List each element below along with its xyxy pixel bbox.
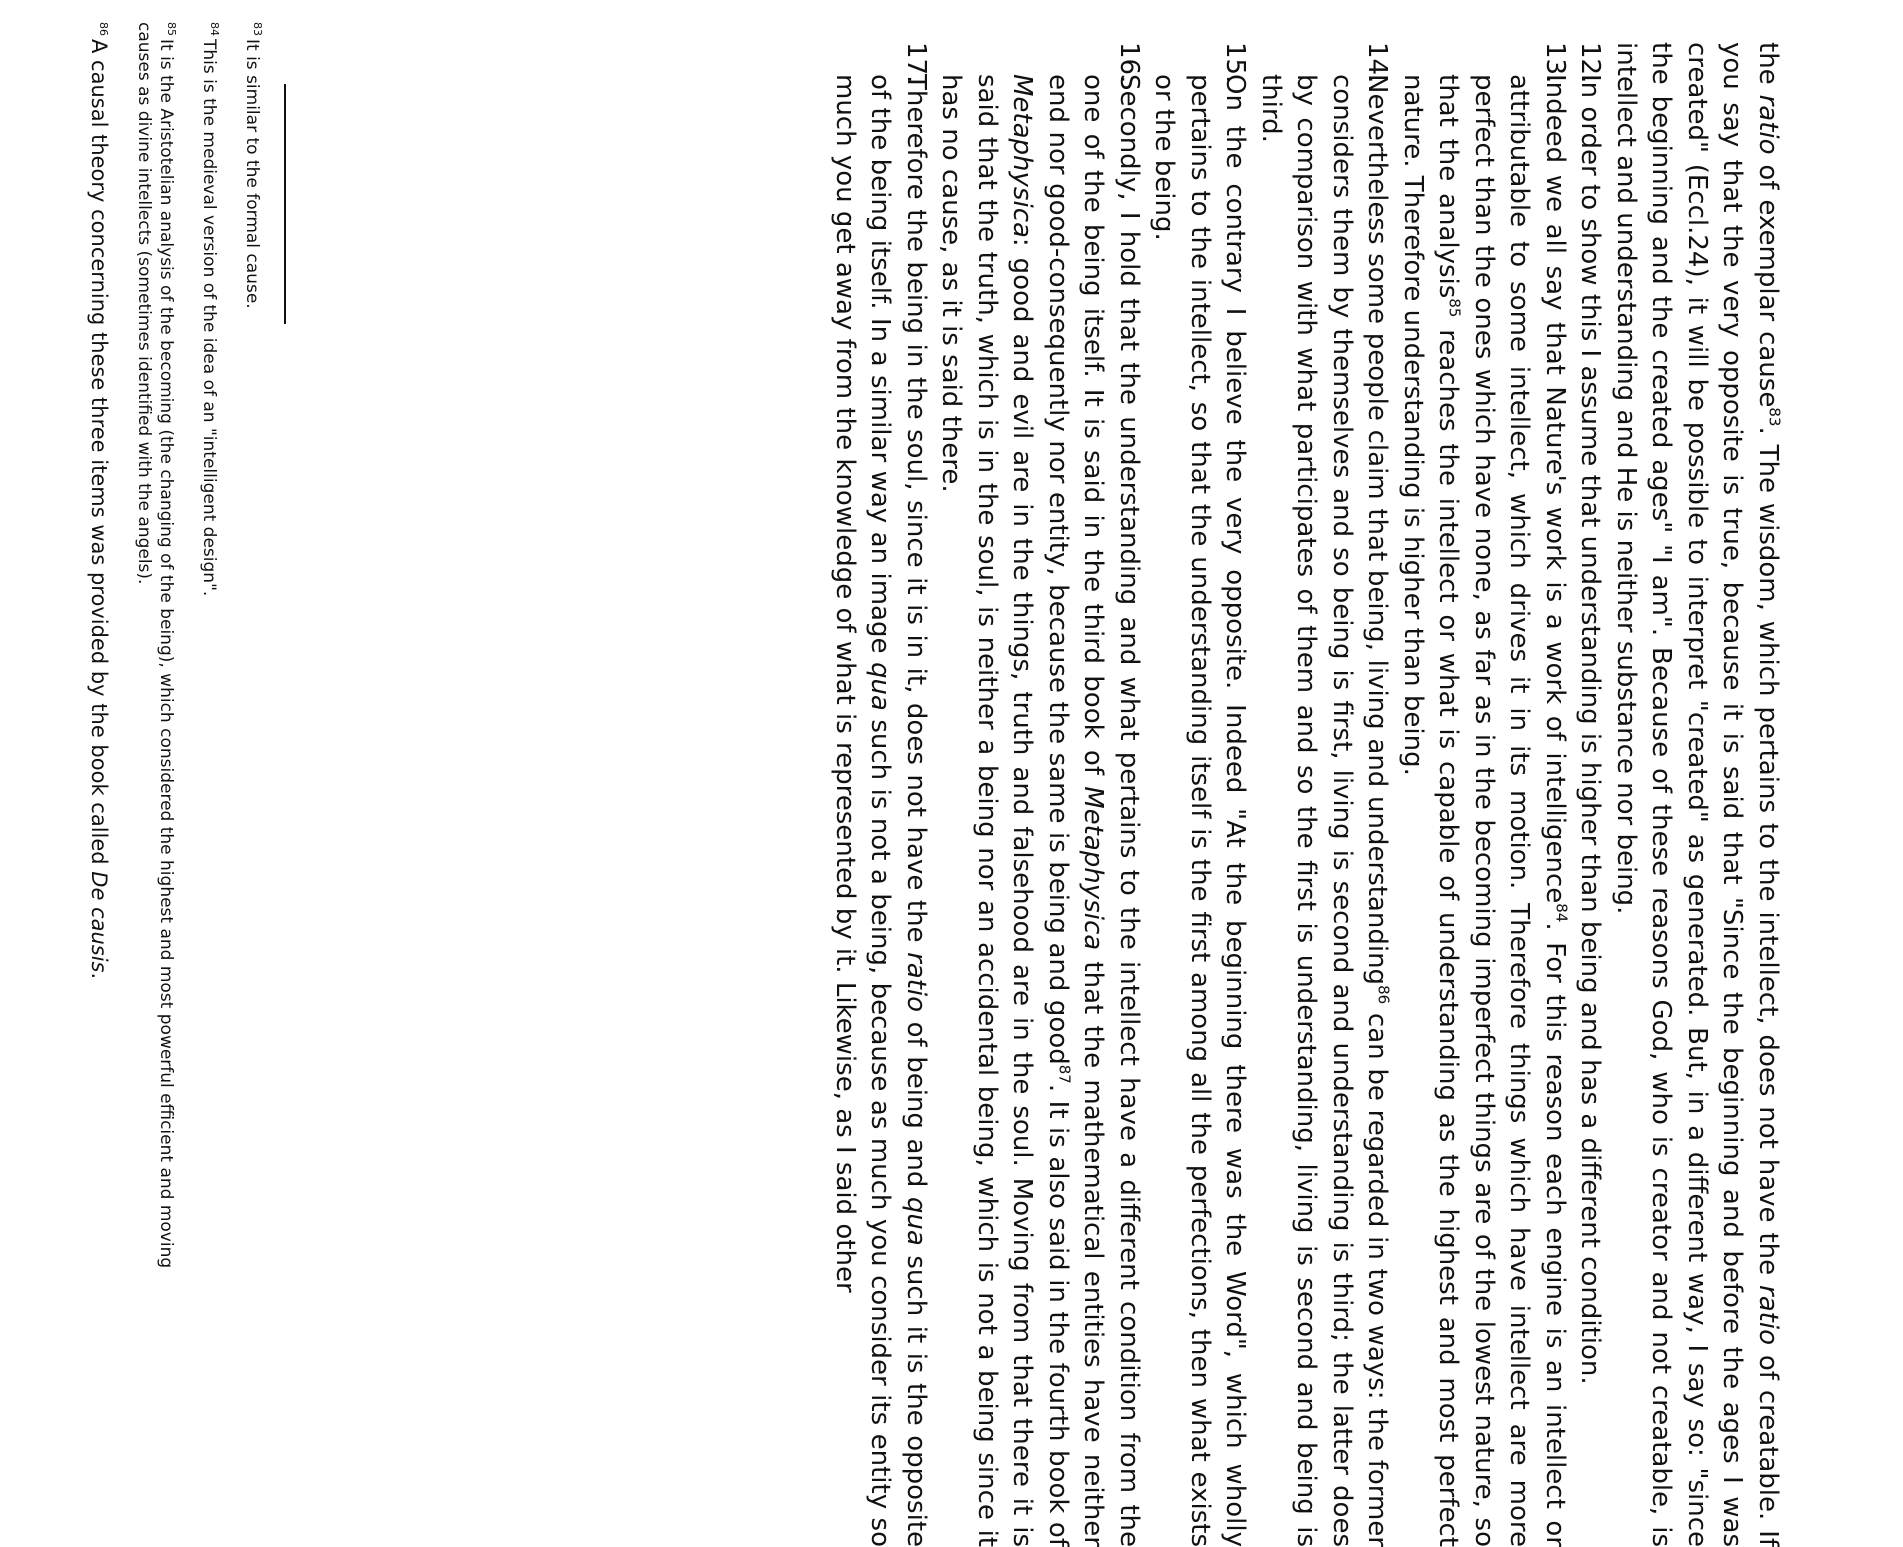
paragraph-12: 12.In order to show this I assume that understanding is higher than being and has a different condition.: [1572, 42, 1608, 1547]
paragraph-continuation: the ratio of exemplar cause$^{83}$. The wisdom, which pertains to the intellect, does not have the ratio of creatable. If you say that the very opposite is true, because it is said that "Since the beginning and before the ages I was created" (Eccl.24), it will be possible to interpret "created" as generated. But, in a different way, I say so: "since the beginning and the created ages" "I am". Because of these reasons God, who is creator and not creatable, is intellect and understanding and He is neither substance nor being.: [1611, 42, 1784, 1547]
body-text: [827, 42, 1786, 1547]
paragraph-13: 13.Indeed we all say that Nature's work is a work of intelligence$^{84}$. For this reason each engine is an intellect or attributable to some intellect, which drives it in its motion. Therefore things which have intellect are more perfect than the ones which have none, as far as in the becoming imperfect things are of the lowest nature, so that the analysis$^{85}$ reaches the intellect or what is capable of understanding as the highest and most perfect nature. Therefore understanding is higher than being.: [1398, 42, 1571, 1547]
footnote-85: $^{85}$It is the Aristotelian analysis of the becoming (the changing of the being), which considered the highest and most powerful efficient and moving causes as divine intellects (sometimes identified with the angels).: [134, 22, 178, 1269]
paragraph-14: 14.Nevertheless some people claim that being, living and understanding$^{86}$ can be regarded in two ways: the former considers them by themselves and so being is first, living is second and understanding is third; the latter does by comparison with what participates of them and so the first is understanding, living is second and being is third.: [1256, 42, 1394, 1547]
footnote-84: $^{84}$This is the medieval version of the idea of an "intelligent design".: [199, 22, 221, 597]
paragraph-number: 13.: [1540, 42, 1570, 84]
paragraph-number: 14.: [1362, 42, 1393, 84]
footnote-ref-83[interactable]: 83: [1765, 407, 1784, 427]
footnote-ref-84[interactable]: 84: [1552, 903, 1571, 923]
footnote-ref-87[interactable]: 87: [1055, 1064, 1074, 1084]
paragraph-16: 16.Secondly, I hold that the understanding and what pertains to the intellect have a different condition from the one of the being itself. It is said in the third book of Metaphysica that the mathematical entities have neither end nor good-consequently nor entity, because the same is being and good$^{87}$. It is also said in the fourth book of Metaphysica: good and evil are in the things, truth and falsehood are in the soul. Moving from that there it is said that the truth, which is in the soul, is neither a being nor an accidental being, which is not a being since it has no cause, as it is said there.: [936, 42, 1144, 1547]
footnote-divider: [284, 84, 286, 324]
footnote-ref-85[interactable]: 85: [1446, 298, 1465, 318]
paragraph-number: 17.: [901, 42, 931, 84]
paragraph-number: 12.: [1575, 42, 1606, 84]
paragraph-15: 15.On the contrary I believe the very opposite. Indeed "At the beginning there was the Word", which wholly pertains to the intellect, so that the understanding itself is the first among all the perfections, then what exists or the being.: [1149, 42, 1251, 1547]
footnote-83: $^{83}$It is similar to the formal cause.: [242, 22, 264, 309]
footnote-86: $^{86}$A causal theory concerning these three items was provided by the book called De causis.: [87, 22, 111, 980]
footnote-ref-86[interactable]: 86: [1375, 985, 1394, 1005]
footnotes: [65, 22, 263, 1322]
paragraph-number: 15.: [1220, 42, 1251, 84]
paragraph-17: 17.Therefore the being in the soul, since it is in it, does not have the ratio of being and qua such it is the opposite of the being itself. In a similar way an image qua such is not a being, because as much you consider its entity so much you get away from the knowledge of what is represented by it. Likewise, as I said other: [830, 42, 931, 1547]
paragraph-number: 16.: [1114, 42, 1144, 84]
